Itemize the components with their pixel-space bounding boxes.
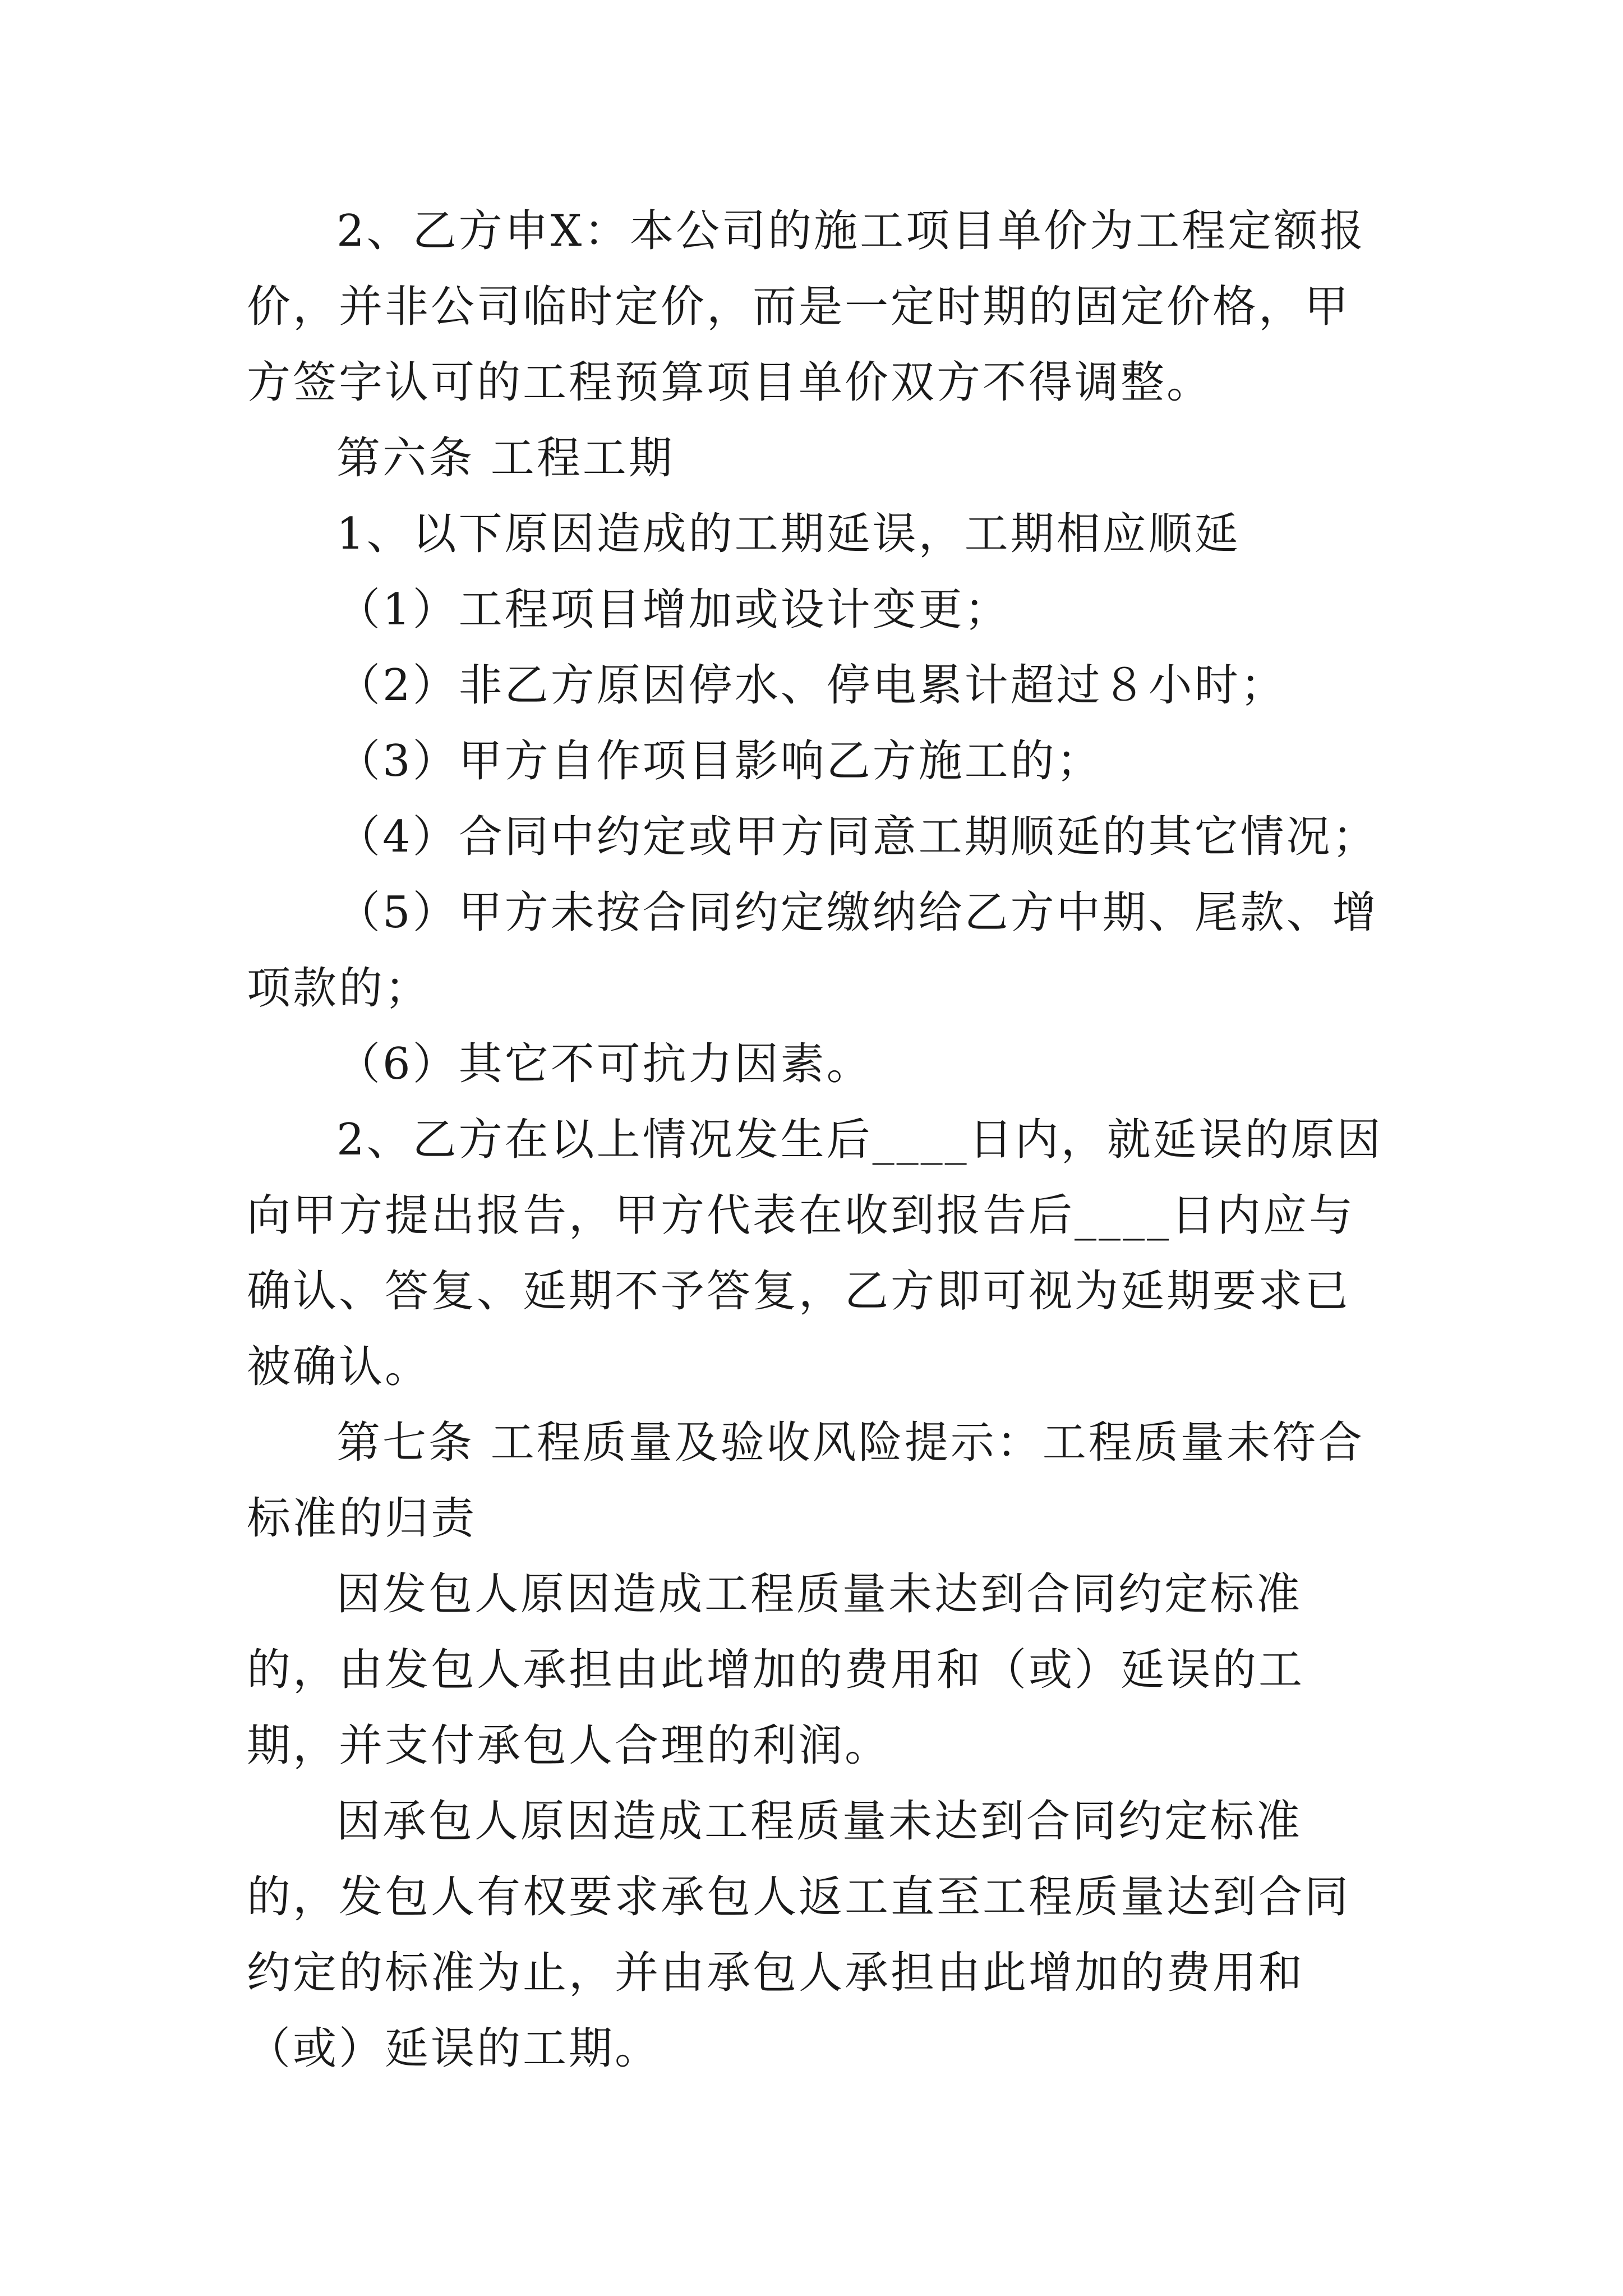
document-body: [247, 194, 1385, 2087]
heading-article-6: 第六条 工程工期: [336, 433, 675, 484]
list-item-6: （6）其它不可抗力因素。: [336, 1039, 873, 1089]
list-item-5: （5）甲方未按合同约定缴纳给乙方中期、尾款、增项款的；: [247, 887, 1378, 1014]
paragraph-price-statement: 2、乙方申X：本公司的施工项目单价为工程定额报价，并非公司临时定价，而是一定时期的固定价格，甲方签字认可的工程预算项目单价双方不得调整。: [247, 206, 1366, 408]
paragraph-contractor-fault: 因承包人原因造成工程质量未达到合同约定标准的，发包人有权要求承包人返工直至工程质量达到合同约定的标准为止，并由承包人承担由此增加的费用和（或）延误的工期。: [247, 1796, 1351, 2074]
paragraph-employer-fault: 因发包人原因造成工程质量未达到合同约定标准的，由发包人承担由此增加的费用和（或）延误的工期，并支付承包人合理的利润。: [247, 1569, 1305, 1771]
list-item-4: （4）合同中约定或甲方同意工期顺延的其它情况；: [336, 812, 1378, 862]
paragraph-delay-report: 2、乙方在以上情况发生后____日内，就延误的原因向甲方提出报告，甲方代表在收到报告后____日内应与确认、答复、延期不予答复，乙方即可视为延期要求已被确认。: [247, 1115, 1383, 1392]
paragraph-delay-causes: 1、以下原因造成的工期延误，工期相应顺延: [336, 509, 1241, 559]
list-item-3: （3）甲方自作项目影响乙方施工的；: [336, 736, 1103, 786]
heading-article-7: 第七条 工程质量及验收风险提示：工程质量未符合标准的归责: [247, 1418, 1364, 1544]
list-item-2: （2）非乙方原因停水、停电累计超过８小时；: [336, 660, 1287, 711]
list-item-1: （1）工程项目增加或设计变更；: [336, 585, 1011, 635]
